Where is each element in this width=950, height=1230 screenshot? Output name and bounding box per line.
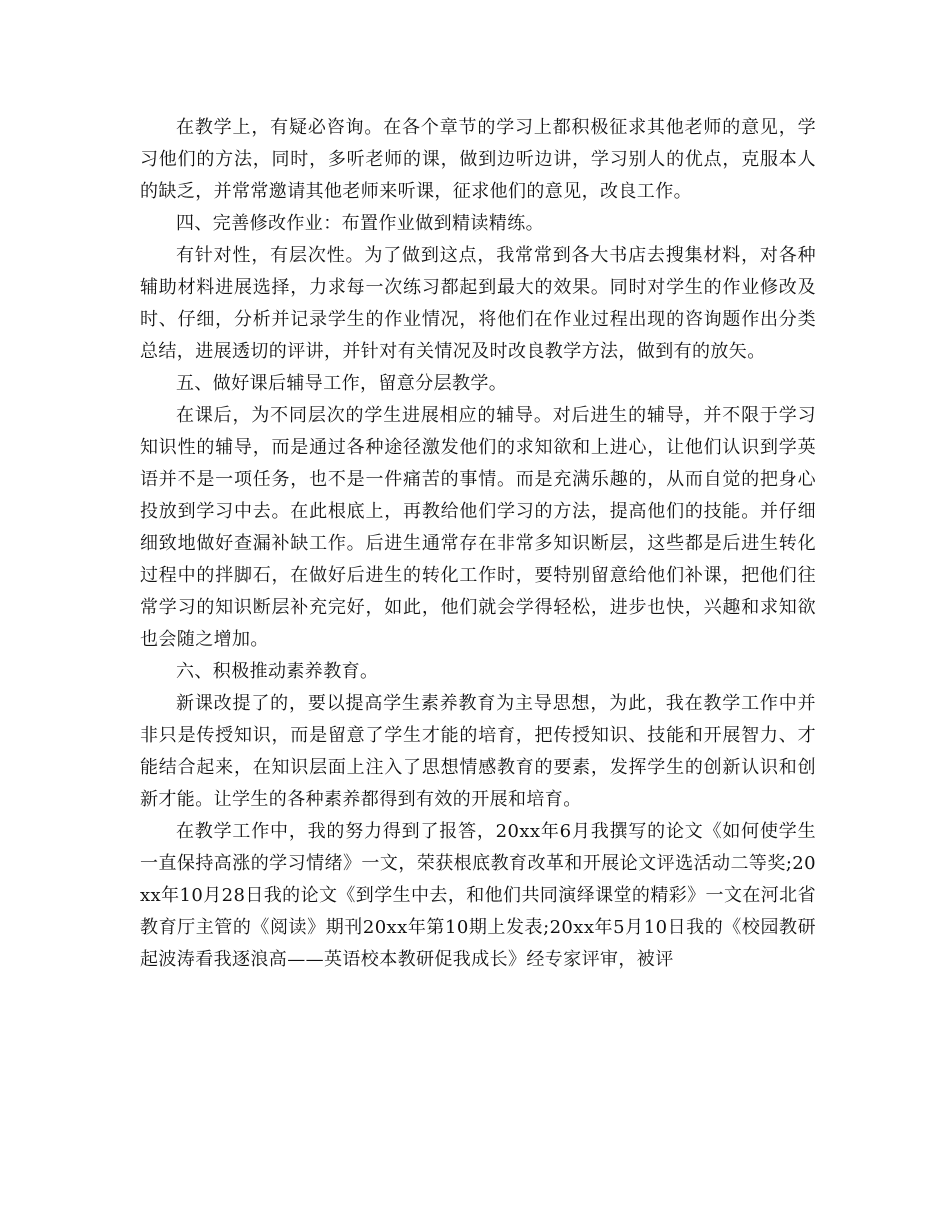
paragraph-2: 有针对性，有层次性。为了做到这点，我常常到各大书店去搜集材料，对各种辅助材料进展选择，力求每一次练习都起到最大的效果。同时对学生的作业修改及时、仔细，分析并记录学生的作业情况，将他们在作业过程出现的咨询题作出分类总结，进展透切的评讲，并针对有关情况及时改良教学方法，做到有的放矢。 <box>140 245 816 362</box>
paragraph-5: 在教学工作中，我的努力得到了报答，20xx年6月我撰写的论文《如何使学生一直保持高涨的学习情绪》一文，荣获根底教育改革和开展论文评选活动二等奖;20xx年10月28日我的论文《到学生中去，和他们共同演绎课堂的精彩》一文在河北省教育厅主管的《阅读》期刊20xx年第10期上发表;20xx年5月10日我的《校园教研起波涛看我逐浪高——英语校本教研促我成长》经专家评审，被评 <box>140 821 816 970</box>
document-body <box>140 112 816 976</box>
section-heading-6: 六、积极推动素养教育。 <box>176 661 379 682</box>
paragraph-3: 在课后，为不同层次的学生进展相应的辅导。对后进生的辅导，并不限于学习知识性的辅导，而是通过各种途径激发他们的求知欲和上进心，让他们认识到学英语并不是一项任务，也不是一件痛苦的事情。而是充满乐趣的，从而自觉的把身心投放到学习中去。在此根底上，再教给他们学习的方法，提高他们的技能。并仔细细致地做好查漏补缺工作。后进生通常存在非常多知识断层，这些都是后进生转化过程中的拌脚石，在做好后进生的转化工作时，要特别留意给他们补课，把他们往常学习的知识断层补充完好，如此，他们就会学得轻松，进步也快，兴趣和求知欲也会随之增加。 <box>140 405 816 650</box>
paragraph-1: 在教学上，有疑必咨询。在各个章节的学习上都积极征求其他老师的意见，学习他们的方法，同时，多听老师的课，做到边听边讲，学习别人的优点，克服本人的缺乏，并常常邀请其他老师来听课，征求他们的意见，改良工作。 <box>140 117 816 202</box>
paragraph-4: 新课改提了的，要以提高学生素养教育为主导思想，为此，我在教学工作中并非只是传授知识，而是留意了学生才能的培育，把传授知识、技能和开展智力、才能结合起来，在知识层面上注入了思想情感教育的要素，发挥学生的创新认识和创新才能。让学生的各种素养都得到有效的开展和培育。 <box>140 693 816 810</box>
section-heading-4: 四、完善修改作业：布置作业做到精读精练。 <box>176 213 544 234</box>
section-heading-5: 五、做好课后辅导工作，留意分层教学。 <box>176 373 508 394</box>
